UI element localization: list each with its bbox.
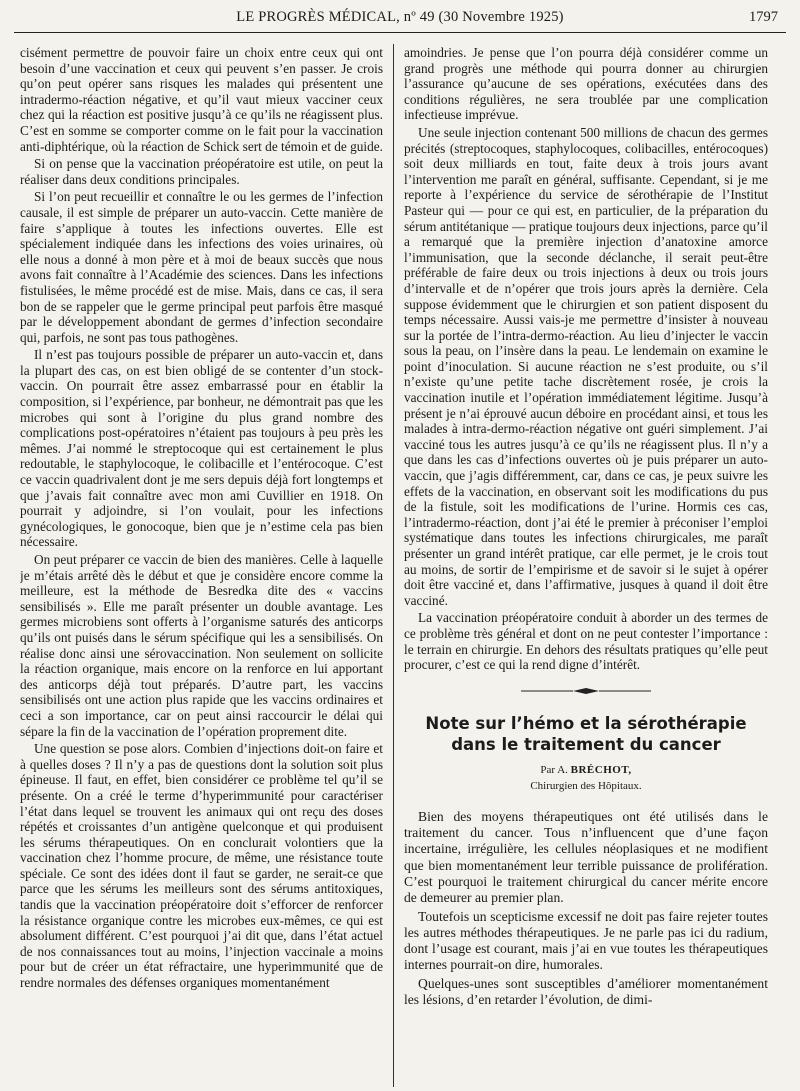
paragraph: Une question se pose alors. Combien d’injections doit-on faire et à quelles doses ? Il n’y a pas de questions dont la solution soit plus épineuse. Il faut, en effet, bien considérer ce problème tel qu’il se présente. On a créé le terme d’hyperimmunité pour caractériser l’état dans lequel se trouvent les animaux qui ont reçu des doses répétés et croissantes d’un antigène quelconque et qui produisent les sérums thérapeutiques. On en conclurait volontiers que la vaccination chez l’homme procure, de même, une résistance toute spéciale. Ce sont des idées dont il faut se garder, ne serait-ce que parce que les sérums les meilleurs sont des sérums antitoxiques, tandis que la vaccination préopératoire doit s’efforcer de renforcer la résistance organique contre les microbes eux-mêmes, ce qui est absolument différent. C’est pourquoi j’ai dit que, dans l’état actuel de nos connaissances tout au moins, l’injection vaccinale a moins pour but de créer un état réfractaire, une hyperimmunité que de rendre normales des défenses organiques momentanément <box>20 741 383 991</box>
section-separator-ornament <box>404 687 768 695</box>
paragraph: La vaccination préopératoire conduit à aborder un des termes de ce problème très général et dont on ne peut contester l’importance : le terrain en chirurgie. En dehors des résultats pratiques qu’elle peut procurer, c’est ce qui la rend digne d’intérêt. <box>404 610 768 673</box>
author-name: BRÉCHOT, <box>570 763 632 776</box>
left-column <box>20 45 383 1085</box>
article-title-line: dans le traitement du cancer <box>451 734 721 754</box>
paragraph: Bien des moyens thérapeutiques ont été utilisés dans le traitement du cancer. Tous n’influencent que d’une façon incertaine, irrégulière, les cellules néoplasiques et ne modifient que bien momentanément leur terrible puissance de prolifération. C’est pourquoi le traitement chirurgical du cancer mérite encore de demeurer au premier plan. <box>404 808 768 906</box>
byline-prefix: Par A. <box>540 763 568 776</box>
paragraph: Il n’est pas toujours possible de préparer un auto-vaccin et, dans la plupart des cas, on est bien obligé de se contenter d’un stock-vaccin. On pourrait être assez embarrassé pour en établir la composition, si l’expérience, par bonheur, ne démontrait pas que les microbes qui sont à l’origine du plus grand nombre des complications post-opératoires n’étaient pas toujours à peu près les mêmes. J’ai nommé le streptocoque qui est certainement le plus redoutable, le staphylocoque, le colibacille et l’entérocoque. C’est ce vaccin quadrivalent dont je me sers depuis déjà fort longtemps et que j’avais fait connaître avec mon ami Cuvillier en 1918. On pourrait y adjoindre, si l’on voulait, pour les infections gynécologiques, le gonocoque, bien que je n’estime cela pas bien nécessaire. <box>20 347 383 550</box>
article-title <box>404 713 768 755</box>
column-divider <box>393 44 394 1087</box>
article-body <box>404 809 768 1009</box>
author-role: Chirurgien des Hôpitaux. <box>530 779 642 792</box>
paragraph: Si on pense que la vaccination préopératoire est utile, on peut la réaliser dans deux conditions principales. <box>20 156 383 187</box>
header-rule <box>14 32 786 33</box>
right-column <box>404 45 768 1085</box>
paragraph: Toutefois un scepticisme excessif ne doit pas faire rejeter toutes les autres méthodes thérapeutiques. Je ne parle pas ici du radium, dont l’usage est courant, mais j’ai en vue toutes les thérapeutiques internes pourrait-on dire, humorales. <box>404 908 768 973</box>
article-note-hemotherapy <box>404 713 768 1009</box>
paragraph: cisément permettre de pouvoir faire un choix entre ceux qui ont besoin d’une vaccination et ceux qui peuvent s’en passer. Je crois qu’on peut opérer sans risques les malades qui présentent une intradermo-réaction négative, et qu’il vaut mieux vacciner ceux chez qui la réaction est positive jusqu’à ce qu’ils ne réagissent plus. C’est en somme se comporter comme on le fait pour la vaccination anti-diphtérique, où la réaction de Schick sert de témoin et de guide. <box>20 45 383 154</box>
journal-running-title: LE PROGRÈS MÉDICAL, nº 49 (30 Novembre 1925) <box>236 9 564 25</box>
paragraph: Si l’on peut recueillir et connaître le ou les germes de l’infection causale, il est simple de préparer un auto-vaccin. Cette manière de faire s’applique à toutes les infections ouvertes. Elle est spécialement indiquée dans les infections des voies urinaires, où elle nous a donné à mon père et à moi de beaux succès que nous avons fait connaître à l’Académie des sciences. Dans les infections fistulisées, le même procédé est de mise. Mais, dans ce cas, il sera bon de se rappeler que le germe principal peut parfois être masqué par le développement abondant de germes d’infection secondaire qui, parfois, ne sont pas tous pathogènes. <box>20 189 383 345</box>
paragraph: Quelques-unes sont susceptibles d’améliorer momentanément les lésions, d’en retarder l’évolution, de dimi- <box>404 975 768 1008</box>
paragraph: On peut préparer ce vaccin de bien des manières. Celle à laquelle je m’étais arrêté dès le début et que je considère encore comme la meilleure, est la méthode de Besredka dite des « vaccins sensibilisés ». Elle me paraît présenter un double avantage. Les germes microbiens sont offerts à l’organisme saturés des anticorps qu’ils ont puisés dans le sérum spécifique qui les a sensibilisés. On réalise donc ainsi une sérovaccination. Non seulement on sollicite la réaction organique, mais encore on la renforce en lui apportant des anticorps déjà tout préparés. D’autre part, les vaccins sensibilisés ont une action plus rapide que les vaccins ordinaires et ceci a son importance, car on peut ainsi raccourcir le délai qui sépare la fin de la vaccination de l’opération proprement dite. <box>20 552 383 739</box>
article-title-line: Note sur l’hémo et la sérothérapie <box>425 713 747 733</box>
article-byline <box>404 763 768 793</box>
ornament-rule <box>521 687 651 695</box>
paragraph: amoindries. Je pense que l’on pourra déjà considérer comme un grand progrès une méthode qui pourra donner au chirurgien l’assurance qu’aucune de ses opérations, exécutées dans des conditions régulières, ne sera troublée par une complication infectieuse imprévue. <box>404 45 768 123</box>
page-header <box>14 3 786 37</box>
page-number: 1797 <box>749 9 778 25</box>
paragraph: Une seule injection contenant 500 millions de chacun des germes précités (streptocoques, staphylocoques, colibacilles, entérocoques) soit deux milliards en tout, faite deux à trois jours avant l’intervention me paraît en général, suffisante. Cependant, si je me reporte à l’expérience du service de sérothérapie de l’Institut Pasteur qui — pour ce qui est, en particulier, de la préparation du sérum antitétanique — pratique toujours deux injections, parce qu’il a remarqué que la première injection d’anatoxine amorce l’immunisation, que la seconde déclanche, il serait peut-être préférable de faire deux ou trois injections à deux ou trois jours d’intervalle et de n’opérer que trois jours après la dernière. Cela suppose évidemment que le chirurgien et son patient disposent du temps nécessaire. Aussi vais-je me permettre d’insister à nouveau sur la portée de l’intra-dermo-réaction. Au lieu d’injecter le vaccin sous la peau, on l’insère dans la peau. Le lendemain on examine le point d’inoculation. Si aucune réaction ne s’est produite, ou s’il n’existe qu’une petite tache discrètement rosée, je crois la vaccination inutile et l’opération immédiatement légitime. Jusqu’à présent je n’ai éprouvé aucun déboire en procédant ainsi, et tous les malades à intra-dermo-réaction négative ont guéri simplement. J’ai vacciné tous les autres jusqu’à ce qu’ils ne réagissent plus. Il n’y a que dans les cas d’infections ouvertes où je puis préparer un auto-vaccin, que j’agis différemment, car, dans ce cas, je peux suivre les effets de la vaccination, en observant soit les modifications du pus de la fistule, soit les modifications de l’urine. Hormis ces cas, l’intradermo-réaction, dont j’ai été le premier à préconiser l’emploi systématique dans toutes les infections chirurgicales, me paraît présenter un grand intérêt pratique, car elle permet, je le crois tout au moins, de sortir de l’empirisme et de savoir si le sujet à opérer doit être vacciné et, dans l’affirmative, jusques à quand il doit être vacciné. <box>404 124 768 608</box>
